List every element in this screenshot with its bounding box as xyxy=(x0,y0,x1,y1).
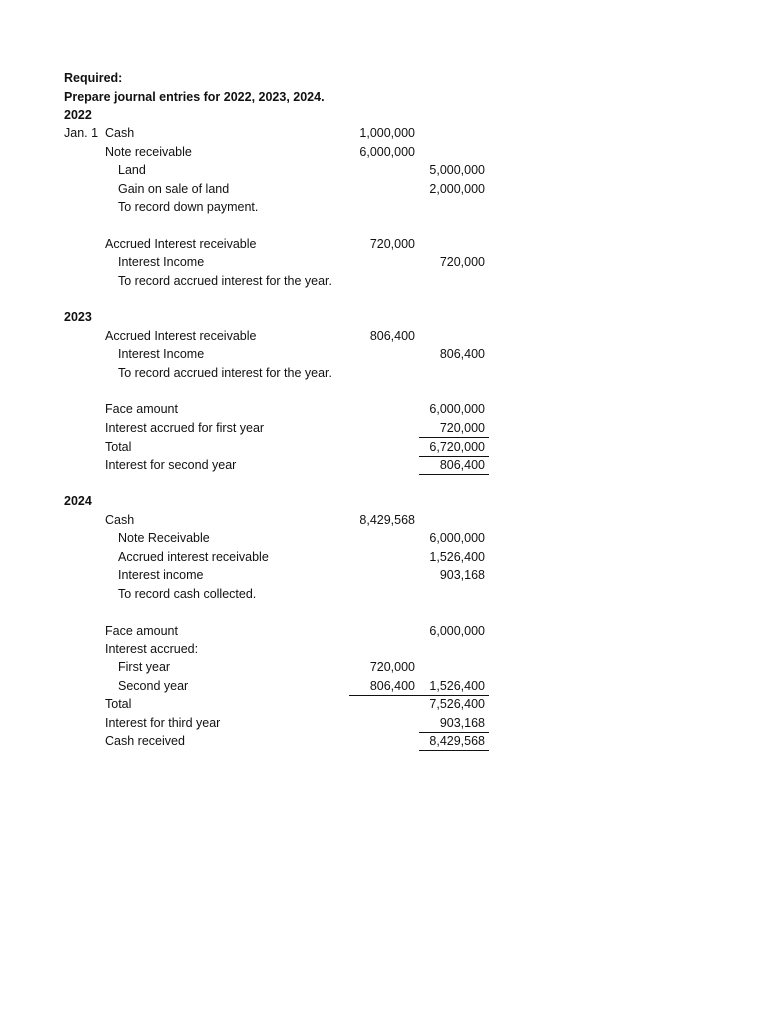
computation-amount: 720,000 xyxy=(439,421,485,435)
computation-amount: 903,168 xyxy=(439,716,485,730)
credit-amount: 720,000 xyxy=(439,255,485,269)
computation-line xyxy=(0,640,768,658)
instruction-text: Prepare journal entries for 2022, 2023, 2024. xyxy=(64,90,325,104)
computation-amount: 806,400 xyxy=(439,458,485,472)
computation-amount: 6,720,000 xyxy=(429,440,485,454)
total-rule xyxy=(419,474,489,475)
journal-memo: To record accrued interest for the year. xyxy=(118,366,332,380)
credit-amount: 903,168 xyxy=(439,568,485,582)
journal-line xyxy=(0,124,768,142)
account-name: Cash xyxy=(105,126,135,140)
computation-label: Total xyxy=(105,697,132,711)
year-2022-row xyxy=(0,106,768,124)
journal-line xyxy=(0,511,768,529)
entry-date: Jan. 1 xyxy=(64,126,99,140)
year-2022-label: 2022 xyxy=(64,108,92,122)
account-name: Interest income xyxy=(118,568,204,582)
year-2023-label: 2023 xyxy=(64,310,92,324)
computation-line xyxy=(0,714,768,732)
journal-line xyxy=(0,345,768,363)
journal-memo-row xyxy=(0,272,768,290)
journal-memo: To record down payment. xyxy=(118,200,259,214)
credit-amount: 6,000,000 xyxy=(429,531,485,545)
debit-amount: 8,429,568 xyxy=(359,513,415,527)
account-name: Cash xyxy=(105,513,135,527)
credit-amount: 5,000,000 xyxy=(429,163,485,177)
computation-line xyxy=(0,456,768,474)
journal-line xyxy=(0,161,768,179)
computation-amount: 6,000,000 xyxy=(429,624,485,638)
journal-line xyxy=(0,180,768,198)
computation-line xyxy=(0,438,768,456)
computation-amount: 1,526,400 xyxy=(429,679,485,693)
account-name: Interest Income xyxy=(118,347,205,361)
account-name: Accrued Interest receivable xyxy=(105,329,257,343)
credit-amount: 1,526,400 xyxy=(429,550,485,564)
computation-amount: 720,000 xyxy=(369,660,415,674)
computation-label: Interest for second year xyxy=(105,458,237,472)
journal-line xyxy=(0,235,768,253)
computation-line xyxy=(0,677,768,695)
computation-amount: 6,000,000 xyxy=(429,402,485,416)
computation-label: Cash received xyxy=(105,734,185,748)
required-row xyxy=(0,69,768,87)
instruction-row xyxy=(0,88,768,106)
journal-line xyxy=(0,253,768,271)
computation-label: Face amount xyxy=(105,402,178,416)
account-name: Note receivable xyxy=(105,145,192,159)
computation-label: Interest for third year xyxy=(105,716,221,730)
journal-memo: To record accrued interest for the year. xyxy=(118,274,332,288)
account-name: Accrued Interest receivable xyxy=(105,237,257,251)
computation-amount: 8,429,568 xyxy=(429,734,485,748)
computation-line xyxy=(0,400,768,418)
year-2024-label: 2024 xyxy=(64,494,92,508)
account-name: Land xyxy=(118,163,146,177)
account-name: Accrued interest receivable xyxy=(118,550,269,564)
computation-amount: 806,400 xyxy=(369,679,415,693)
debit-amount: 6,000,000 xyxy=(359,145,415,159)
journal-line xyxy=(0,566,768,584)
computation-line xyxy=(0,658,768,676)
credit-amount: 806,400 xyxy=(439,347,485,361)
debit-amount: 1,000,000 xyxy=(359,126,415,140)
computation-label: Interest accrued: xyxy=(105,642,199,656)
computation-line xyxy=(0,622,768,640)
computation-line xyxy=(0,419,768,437)
journal-line xyxy=(0,548,768,566)
year-2024-row xyxy=(0,492,768,510)
account-name: Gain on sale of land xyxy=(118,182,230,196)
debit-amount: 720,000 xyxy=(369,237,415,251)
computation-label: Face amount xyxy=(105,624,178,638)
computation-label: Second year xyxy=(118,679,189,693)
journal-memo-row xyxy=(0,585,768,603)
computation-line xyxy=(0,732,768,750)
journal-memo: To record cash collected. xyxy=(118,587,257,601)
account-name: Note Receivable xyxy=(118,531,210,545)
account-name: Interest Income xyxy=(118,255,205,269)
journal-line xyxy=(0,327,768,345)
total-rule xyxy=(419,750,489,751)
journal-memo-row xyxy=(0,198,768,216)
journal-memo-row xyxy=(0,364,768,382)
computation-amount: 7,526,400 xyxy=(429,697,485,711)
journal-line xyxy=(0,529,768,547)
computation-label: Total xyxy=(105,440,132,454)
required-heading: Required: xyxy=(64,71,123,85)
computation-line xyxy=(0,695,768,713)
computation-label: Interest accrued for first year xyxy=(105,421,265,435)
credit-amount: 2,000,000 xyxy=(429,182,485,196)
year-2023-row xyxy=(0,308,768,326)
computation-label: First year xyxy=(118,660,171,674)
journal-line xyxy=(0,143,768,161)
debit-amount: 806,400 xyxy=(369,329,415,343)
